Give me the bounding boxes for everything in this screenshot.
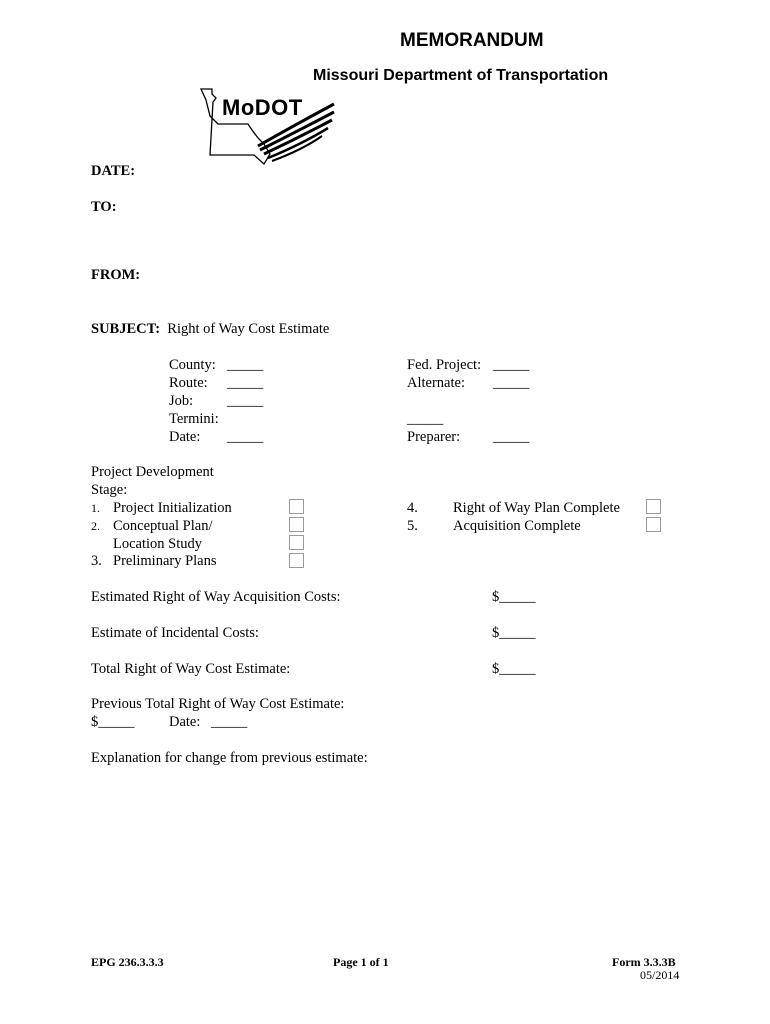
modot-logo	[198, 86, 338, 168]
job-label: Job:	[169, 393, 194, 409]
stage-2b-checkbox[interactable]	[289, 535, 304, 550]
subject-value: Right of Way Cost Estimate	[167, 321, 330, 337]
route-field[interactable]: _____	[227, 375, 264, 391]
preparer-field[interactable]: _____	[493, 429, 530, 445]
footer-date: 05/2014	[640, 968, 680, 982]
stage-2-number: 2.	[91, 519, 100, 533]
stage-2-label-cont: Location Study	[113, 536, 203, 552]
stage-heading-line2: Stage:	[91, 482, 128, 498]
alternate-label: Alternate:	[407, 375, 465, 391]
stage-1-checkbox[interactable]	[289, 499, 304, 514]
stage-heading-line1: Project Development	[91, 464, 214, 480]
stage-3-label: Preliminary Plans	[113, 553, 217, 569]
stage-5-number: 5.	[407, 518, 418, 534]
incidental-cost-label: Estimate of Incidental Costs:	[91, 625, 259, 641]
stage-5-label: Acquisition Complete	[453, 518, 581, 534]
incidental-cost-field[interactable]: $_____	[492, 625, 536, 641]
fed-project-label: Fed. Project:	[407, 357, 482, 373]
previous-date-label: Date:	[169, 714, 201, 730]
stage-5-checkbox[interactable]	[646, 517, 661, 532]
job-field[interactable]: _____	[227, 393, 264, 409]
previous-estimate-label: Previous Total Right of Way Cost Estimate:	[91, 696, 345, 712]
termini-field[interactable]: _____	[407, 411, 444, 427]
stage-4-number: 4.	[407, 500, 418, 516]
preparer-label: Preparer:	[407, 429, 461, 445]
total-cost-label: Total Right of Way Cost Estimate:	[91, 661, 291, 677]
total-cost-field[interactable]: $_____	[492, 661, 536, 677]
stage-1-label: Project Initialization	[113, 500, 232, 516]
footer-form: Form 3.3.3B	[612, 955, 676, 969]
to-label: TO:	[91, 199, 117, 215]
explanation-label: Explanation for change from previous estimate:	[91, 750, 368, 766]
stage-3-checkbox[interactable]	[289, 553, 304, 568]
acquisition-cost-field[interactable]: $_____	[492, 589, 536, 605]
termini-label: Termini:	[169, 411, 219, 427]
logo-wordmark: MoDOT	[222, 95, 303, 120]
county-field[interactable]: _____	[227, 357, 264, 373]
alternate-field[interactable]: _____	[493, 375, 530, 391]
stage-4-label: Right of Way Plan Complete	[453, 500, 620, 516]
from-label: FROM:	[91, 267, 141, 283]
subject-label: SUBJECT:	[91, 321, 161, 337]
date-field-label: Date:	[169, 429, 201, 445]
explanation-area[interactable]	[91, 772, 681, 932]
route-label: Route:	[169, 375, 208, 391]
stage-3-number: 3.	[91, 553, 102, 569]
stage-1-number: 1.	[91, 501, 100, 515]
previous-date-field[interactable]: _____	[211, 714, 248, 730]
fed-project-field[interactable]: _____	[493, 357, 530, 373]
stage-4-checkbox[interactable]	[646, 499, 661, 514]
stage-2-checkbox[interactable]	[289, 517, 304, 532]
memo-title: MEMORANDUM	[400, 30, 544, 51]
subject-line	[91, 320, 329, 338]
org-name: Missouri Department of Transportation	[313, 67, 609, 84]
stage-2-label: Conceptual Plan/	[113, 518, 213, 534]
previous-amount-field[interactable]: $_____	[91, 714, 135, 730]
county-label: County:	[169, 357, 216, 373]
footer-page: Page 1 of 1	[333, 955, 389, 969]
acquisition-cost-label: Estimated Right of Way Acquisition Costs:	[91, 589, 341, 605]
date-label: DATE:	[91, 163, 136, 179]
date-field[interactable]: _____	[227, 429, 264, 445]
footer-epg: EPG 236.3.3.3	[91, 955, 164, 969]
